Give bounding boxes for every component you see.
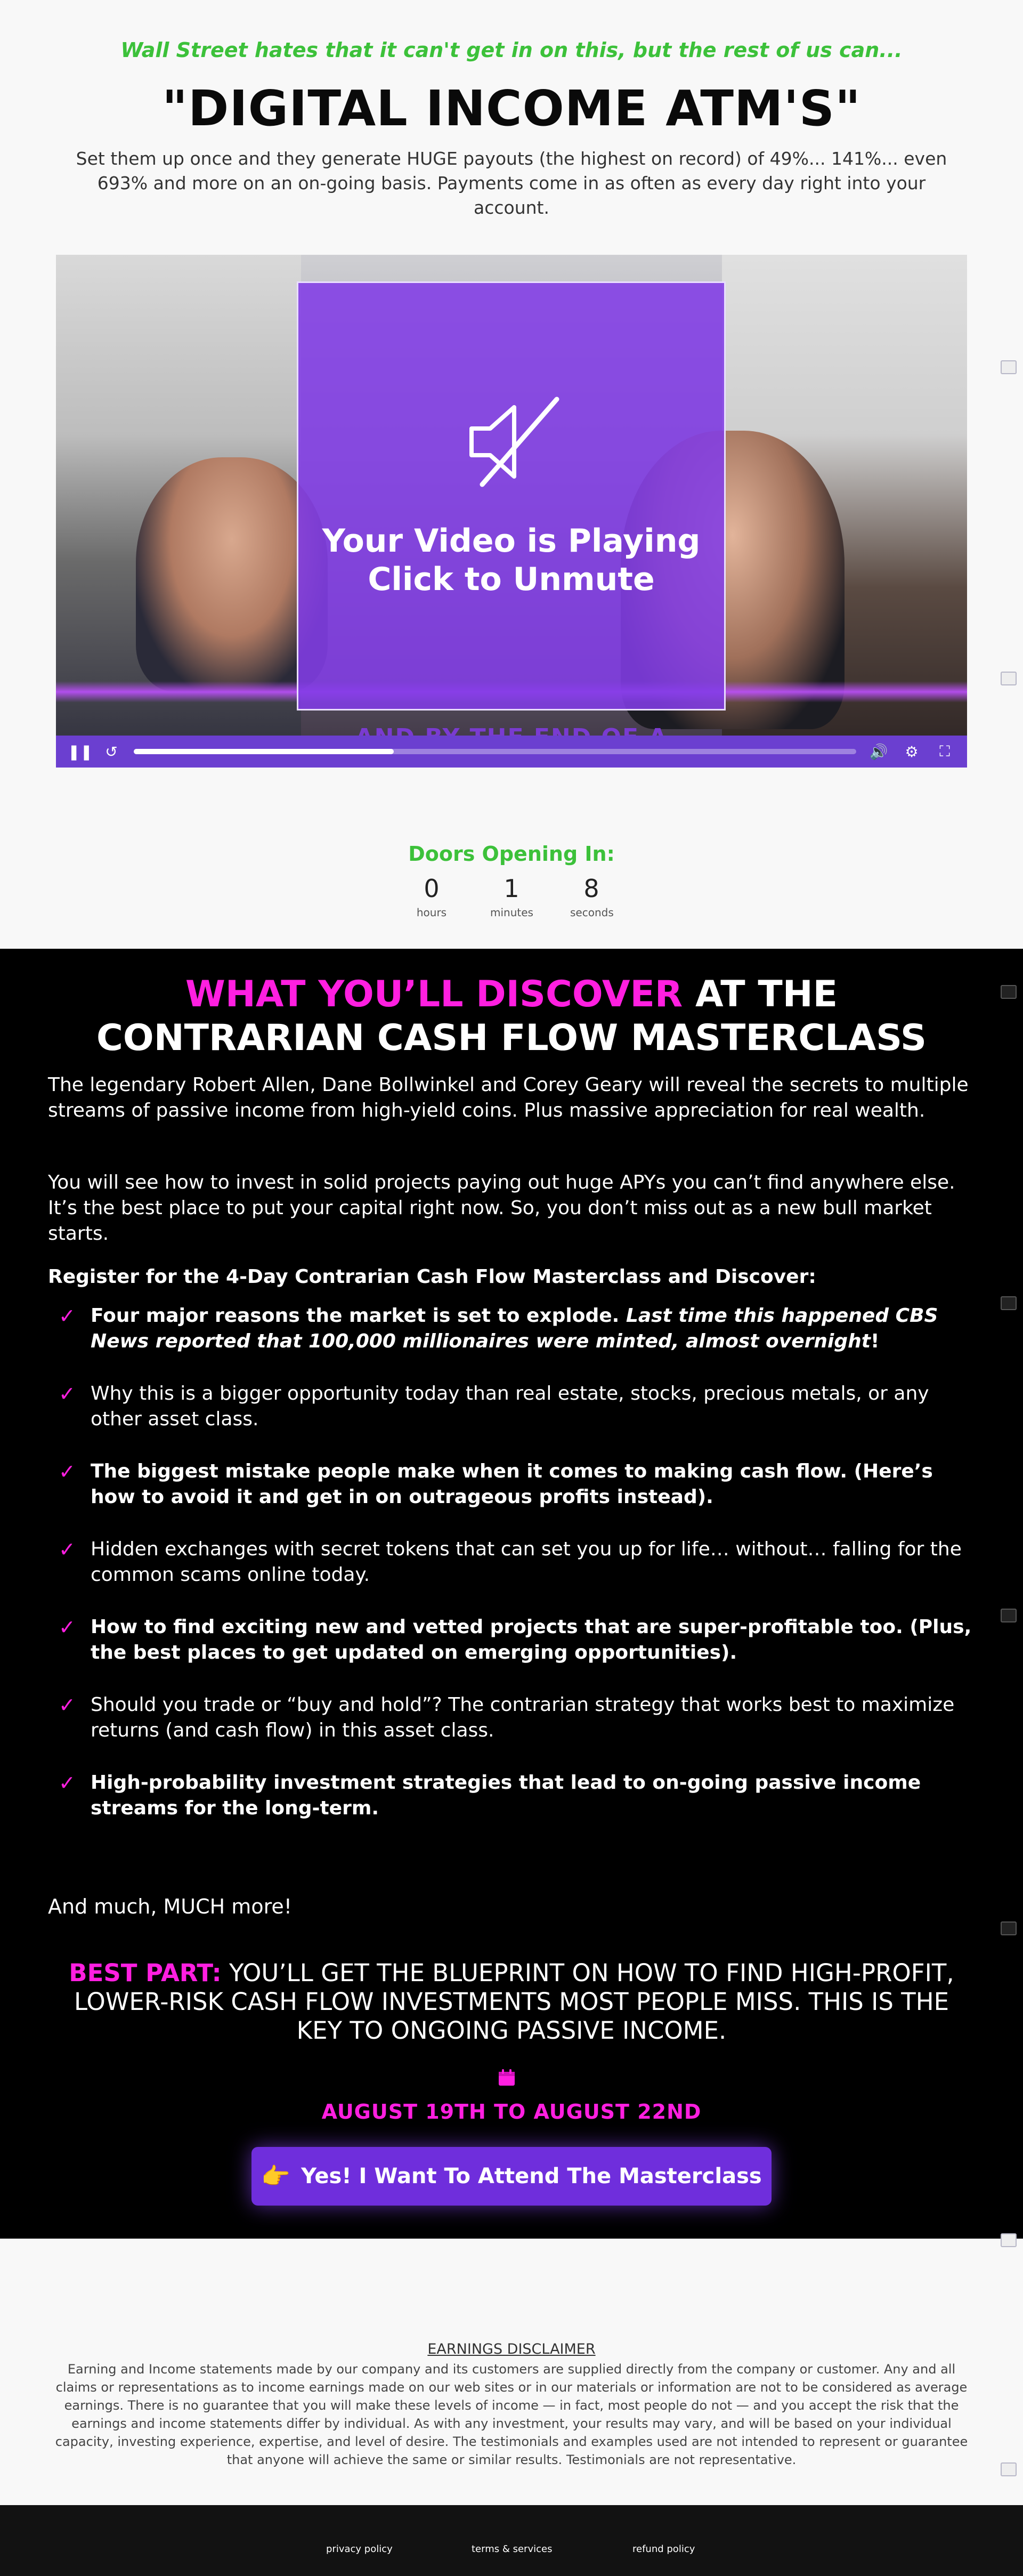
- list-item: [59, 1303, 975, 1354]
- video-progress-bar[interactable]: [134, 749, 856, 754]
- discover-heading-rest: AT THE: [695, 973, 838, 1015]
- bullet-text-1: [91, 1303, 975, 1354]
- countdown-minutes-label: minutes: [490, 906, 533, 919]
- muted-speaker-icon: [461, 394, 562, 490]
- discover-paragraph-2: You will see how to invest in solid projects paying out huge APYs you can’t find anywhere else. It’s the best place to put your capital right now. So, you don’t miss out as a new bull market starts.: [48, 1172, 955, 1245]
- countdown-hours: [410, 874, 453, 919]
- hero-tagline: Wall Street hates that it can't get in on this, but the rest of us can...: [120, 38, 903, 62]
- register-heading: Register for the 4-Day Contrarian Cash Flow Masterclass and Discover:: [48, 1266, 816, 1288]
- discover-paragraph-1: The legendary Robert Allen, Dane Bollwinkel and Corey Geary will reveal the secrets to multiple streams of passive income from high-yield coins. Plus massive appreciation for real wealth.: [48, 1074, 969, 1121]
- bullet-text-4: Hidden exchanges with secret tokens that can set you up for life… without… falling for the common scams online today.: [91, 1538, 962, 1586]
- attend-masterclass-button[interactable]: [251, 2147, 772, 2206]
- countdown-minutes: [490, 874, 533, 919]
- discover-section: [0, 949, 1023, 2239]
- bullet-text-2: Why this is a bigger opportunity today than real estate, stocks, precious metals, or any other asset class.: [91, 1383, 929, 1430]
- settings-icon[interactable]: ⚙: [905, 742, 919, 761]
- best-part-label: BEST PART:: [69, 1959, 222, 1987]
- hero-subtitle: Set them up once and they generate HUGE payouts (the highest on record) of 49%... 141%... even 693% and more on an on-going basis. Payments come in as often as every day right into your account.: [76, 148, 947, 218]
- video-progress-fill: [134, 749, 394, 754]
- countdown-hours-label: hours: [416, 906, 447, 919]
- check-icon: ✓: [59, 1771, 76, 1795]
- check-icon: ✓: [59, 1382, 76, 1406]
- check-icon: ✓: [59, 1460, 76, 1483]
- list-item: [59, 1770, 975, 1821]
- footer: [0, 2505, 1023, 2576]
- hero-section: [0, 0, 1023, 949]
- bullet-text-5: How to find exciting new and vetted projects that are super-profitable too. (Plus, the best places to get updated on emerging opportunities).: [91, 1616, 972, 1664]
- list-item: [59, 1692, 975, 1743]
- side-mail-icon: [1001, 672, 1017, 685]
- countdown-seconds-label: seconds: [570, 906, 614, 919]
- countdown-label: Doors Opening In:: [408, 842, 615, 866]
- side-mail-icon: [1001, 2462, 1017, 2476]
- side-mail-icon: [1001, 360, 1017, 374]
- best-part-text: YOU’LL GET THE BLUEPRINT ON HOW TO FIND HIGH-PROFIT, LOWER-RISK CASH FLOW INVESTMENTS MOST PEOPLE MISS. THIS IS THE KEY TO ONGOING PASSIVE INCOME.: [74, 1959, 954, 2045]
- video-controls: [56, 736, 967, 768]
- pause-icon[interactable]: ❚❚: [68, 742, 93, 761]
- side-mail-icon: [1001, 1609, 1017, 1622]
- side-mail-icon: [1001, 1921, 1017, 1935]
- event-dates: AUGUST 19TH TO AUGUST 22ND: [321, 2100, 702, 2123]
- check-icon: ✓: [59, 1693, 76, 1717]
- and-much-more: And much, MUCH more!: [48, 1895, 292, 1918]
- bullet-1-italic: Last time this happened CBS News reported that 100,000 millionaires were minted, almost overnight: [91, 1305, 938, 1352]
- disclaimer-title: EARNINGS DISCLAIMER: [427, 2341, 596, 2357]
- volume-icon[interactable]: 🔊: [869, 742, 888, 761]
- check-icon: ✓: [59, 1616, 76, 1639]
- best-part: [48, 1959, 975, 2045]
- hero-title: "DIGITAL INCOME ATM'S": [162, 80, 861, 137]
- discover-heading-highlight: WHAT YOU’LL DISCOVER: [185, 973, 683, 1015]
- disclaimer-text: Earning and Income statements made by our company and its customers are supplied directly from the company or customer. Any and all claims or representations as to income earnings made on our web sites or in our materials or information are not to be considered as average earnings. There is no guarantee that you will make these levels of income — in fact, most people do not — and you accept the risk that the earnings and income statements differ by individual. As with any investment, your results may vary, and will be based on your individual capacity, investing experience, expertise, and level of desire. The testimonials and examples used are not intended to represent or guarantee that anyone will achieve the same or similar results. Testimonials are not representative.: [55, 2362, 968, 2467]
- countdown-timer: [0, 874, 1023, 919]
- bullet-text-6: Should you trade or “buy and hold”? The contrarian strategy that works best to maximize returns (and cash flow) in this asset class.: [91, 1694, 955, 1741]
- replay-icon[interactable]: ↺: [105, 742, 118, 761]
- list-item: [59, 1614, 975, 1666]
- terms-link[interactable]: terms & services: [472, 2543, 553, 2555]
- discover-heading-line2: CONTRARIAN CASH FLOW MASTERCLASS: [96, 1017, 927, 1059]
- bullet-text-3: The biggest mistake people make when it comes to making cash flow. (Here’s how to avoid it and get in on outrageous profits instead).: [91, 1460, 933, 1508]
- bullet-1-bold: Four major reasons the market is set to explode.: [91, 1305, 620, 1327]
- side-mail-icon: [1001, 985, 1017, 999]
- countdown-seconds: [570, 874, 613, 919]
- list-item: [59, 1459, 975, 1510]
- pointing-hand-icon: 👉: [261, 2163, 291, 2190]
- bullet-1-end: !: [870, 1330, 880, 1352]
- video-player[interactable]: [56, 255, 967, 768]
- privacy-policy-link[interactable]: privacy policy: [326, 2543, 393, 2555]
- calendar-icon: [497, 2068, 516, 2087]
- side-mail-icon: [1001, 1296, 1017, 1310]
- discover-bullet-list: [59, 1303, 975, 1848]
- countdown-minutes-value: 1: [504, 874, 519, 903]
- attend-masterclass-label: Yes! I Want To Attend The Masterclass: [301, 2164, 762, 2189]
- unmute-text-line1: Your Video is Playing: [322, 522, 701, 560]
- unmute-text-line2: Click to Unmute: [368, 560, 655, 598]
- list-item: [59, 1381, 975, 1432]
- list-item: [59, 1537, 975, 1588]
- countdown-seconds-value: 8: [583, 874, 599, 903]
- check-icon: ✓: [59, 1538, 76, 1561]
- check-icon: ✓: [59, 1304, 76, 1328]
- refund-policy-link[interactable]: refund policy: [632, 2543, 695, 2555]
- fullscreen-icon[interactable]: ⛶: [939, 742, 950, 760]
- disclaimer-section: [0, 2239, 1023, 2505]
- countdown-hours-value: 0: [424, 874, 440, 903]
- unmute-overlay[interactable]: [297, 281, 726, 710]
- side-mail-icon: [1001, 2233, 1017, 2247]
- discover-heading: [0, 973, 1023, 1060]
- bullet-text-7: High-probability investment strategies that lead to on-going passive income streams for the long-term.: [91, 1772, 921, 1819]
